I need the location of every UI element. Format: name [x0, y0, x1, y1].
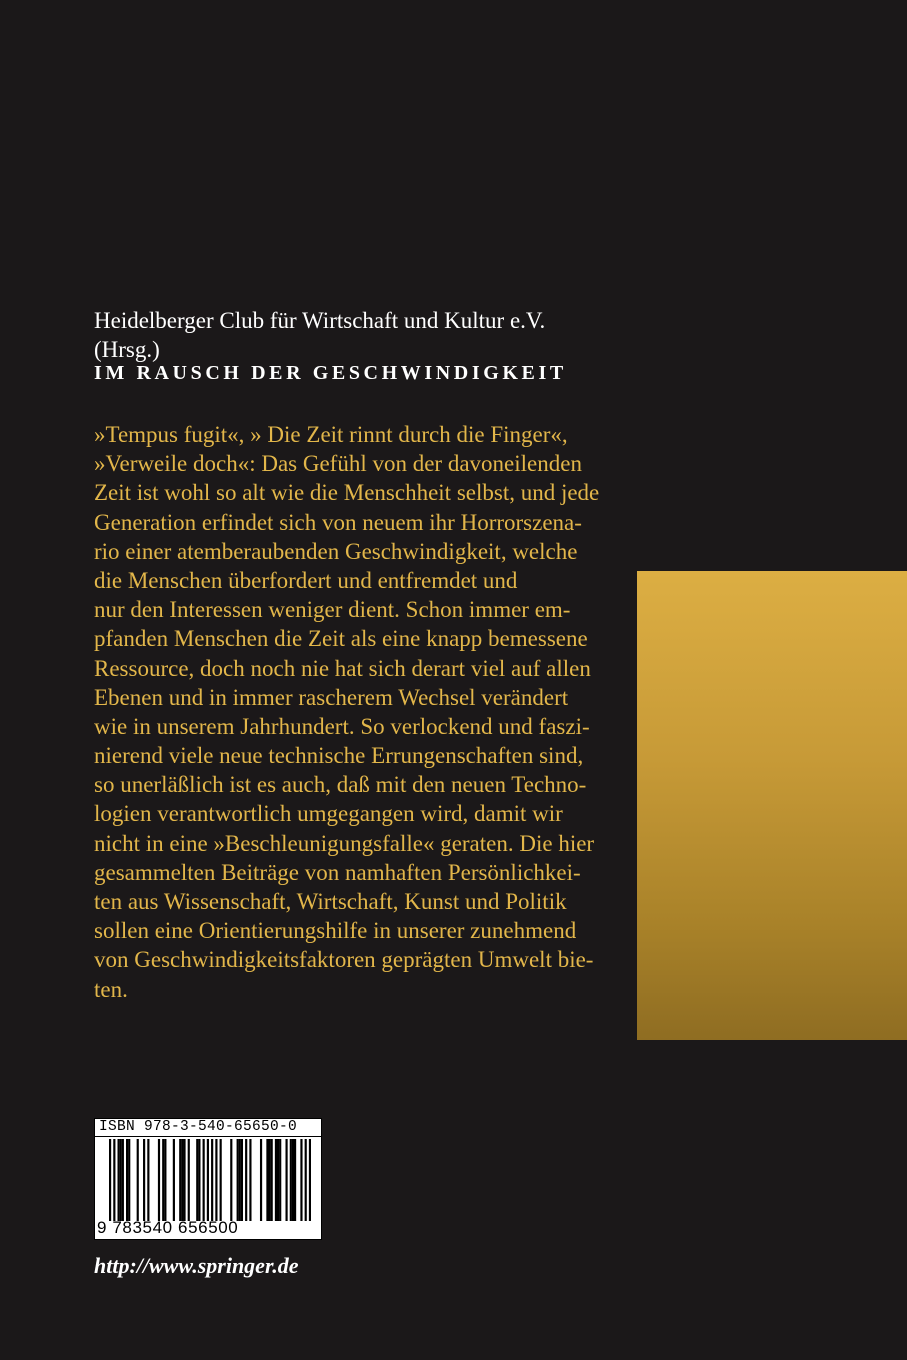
- barcode-bar: [120, 1139, 122, 1221]
- blurb-line: Ebenen und in immer rascherem Wechsel verändert: [94, 684, 569, 710]
- barcode-bar: [266, 1139, 268, 1221]
- barcode-bar: [162, 1139, 164, 1221]
- barcode-bar: [196, 1139, 198, 1221]
- isbn-divider: [95, 1136, 321, 1137]
- barcode-bar: [173, 1139, 175, 1221]
- gold-decorative-block: [637, 571, 907, 1040]
- blurb-line: die Menschen überfordert und entfremdet und: [94, 567, 518, 593]
- blurb-line: wie in unserem Jahrhundert. So verlockend und faszi-: [94, 713, 590, 739]
- barcode-bar: [147, 1139, 149, 1221]
- barcode-bar: [271, 1139, 273, 1221]
- blurb-line: nicht in eine »Beschleunigungsfalle« geraten. Die hier: [94, 830, 595, 856]
- blurb-line: sollen eine Orientierungshilfe in unserer zunehmend: [94, 918, 577, 944]
- barcode-bar: [245, 1139, 247, 1221]
- barcode-bar: [241, 1139, 243, 1221]
- barcode-bar: [137, 1139, 139, 1221]
- publisher-url: http://www.springer.de: [94, 1253, 299, 1278]
- blurb-line: logien verantwortlich umgegangen wird, damit wir: [94, 801, 563, 827]
- barcode-bars: [109, 1139, 311, 1221]
- blurb-line: Ressource, doch noch nie hat sich derart viel auf allen: [94, 655, 591, 681]
- blurb-line: pfanden Menschen die Zeit als eine knapp bemessene: [94, 626, 588, 652]
- barcode-bar: [249, 1139, 251, 1221]
- barcode-bar: [128, 1139, 130, 1221]
- blurb-line: so unerläßlich ist es auch, daß mit den neuen Techno-: [94, 772, 587, 798]
- blurb-line: Zeit ist wohl so alt wie die Menschheit selbst, und jede: [94, 480, 600, 506]
- barcode-bar: [294, 1139, 296, 1221]
- barcode-bar: [126, 1139, 128, 1221]
- barcode-bar: [211, 1139, 213, 1221]
- barcode-bar: [183, 1139, 185, 1221]
- editor-credit: [94, 306, 654, 364]
- blurb-line: »Tempus fugit«, » Die Zeit rinnt durch die Finger«,: [94, 422, 568, 447]
- blurb-line: nur den Interessen weniger dient. Schon immer em-: [94, 597, 571, 623]
- isbn-barcode: [94, 1118, 322, 1240]
- barcode-bar: [198, 1139, 200, 1221]
- barcode-bar: [300, 1139, 302, 1221]
- barcode-bar: [220, 1139, 222, 1221]
- book-title: IM RAUSCH DER GESCHWINDIGKEIT: [94, 362, 567, 384]
- barcode-bar: [179, 1139, 181, 1221]
- blurb-line: ten aus Wissenschaft, Wirtschaft, Kunst und Politik: [94, 889, 567, 914]
- blurb-line: gesammelten Beiträge von namhaften Persönlichkei-: [94, 859, 581, 885]
- barcode-bar: [285, 1139, 287, 1221]
- blurb-line: ten.: [94, 976, 128, 1002]
- barcode-bar: [109, 1139, 111, 1221]
- barcode-bar: [203, 1139, 205, 1221]
- barcode-bar: [118, 1139, 120, 1221]
- barcode-bar: [309, 1139, 311, 1221]
- blurb-line: »Verweile doch«: Das Gefühl von der davoneilenden: [94, 451, 582, 477]
- ean-digits: 9 783540 656500: [97, 1218, 239, 1237]
- blurb-line: von Geschwindigkeitsfaktoren geprägten Umwelt bie-: [94, 947, 594, 973]
- barcode-bar: [239, 1139, 241, 1221]
- editor-name: Heidelberger Club für Wirtschaft und Kultur e.V.: [94, 308, 546, 333]
- barcode-bar: [275, 1139, 277, 1221]
- barcode-bar: [181, 1139, 183, 1221]
- editor-role: (Hrsg.): [94, 337, 160, 362]
- blurb-text: [94, 420, 634, 1004]
- barcode-bar: [122, 1139, 124, 1221]
- barcode-bar: [277, 1139, 279, 1221]
- isbn-label: ISBN 978-3-540-65650-0: [99, 1119, 298, 1135]
- barcode-bar: [260, 1139, 262, 1221]
- barcode-bar: [268, 1139, 270, 1221]
- barcode-bar: [215, 1139, 217, 1221]
- barcode-bar: [158, 1139, 160, 1221]
- barcode-bar: [290, 1139, 292, 1221]
- barcode-bar: [113, 1139, 115, 1221]
- barcode-bar: [143, 1139, 145, 1221]
- barcode-bar: [237, 1139, 239, 1221]
- barcode-bar: [305, 1139, 307, 1221]
- blurb-line: Generation erfindet sich von neuem ihr Horrorszena-: [94, 509, 582, 535]
- barcode-bar: [207, 1139, 209, 1221]
- barcode-bar: [230, 1139, 232, 1221]
- blurb-line: nierend viele neue technische Errungenschaften sind,: [94, 743, 584, 769]
- barcode-bar: [164, 1139, 166, 1221]
- barcode-bar: [188, 1139, 190, 1221]
- blurb-line: rio einer atemberaubenden Geschwindigkeit, welche: [94, 538, 578, 564]
- barcode-bar: [279, 1139, 281, 1221]
- barcode-bar: [292, 1139, 294, 1221]
